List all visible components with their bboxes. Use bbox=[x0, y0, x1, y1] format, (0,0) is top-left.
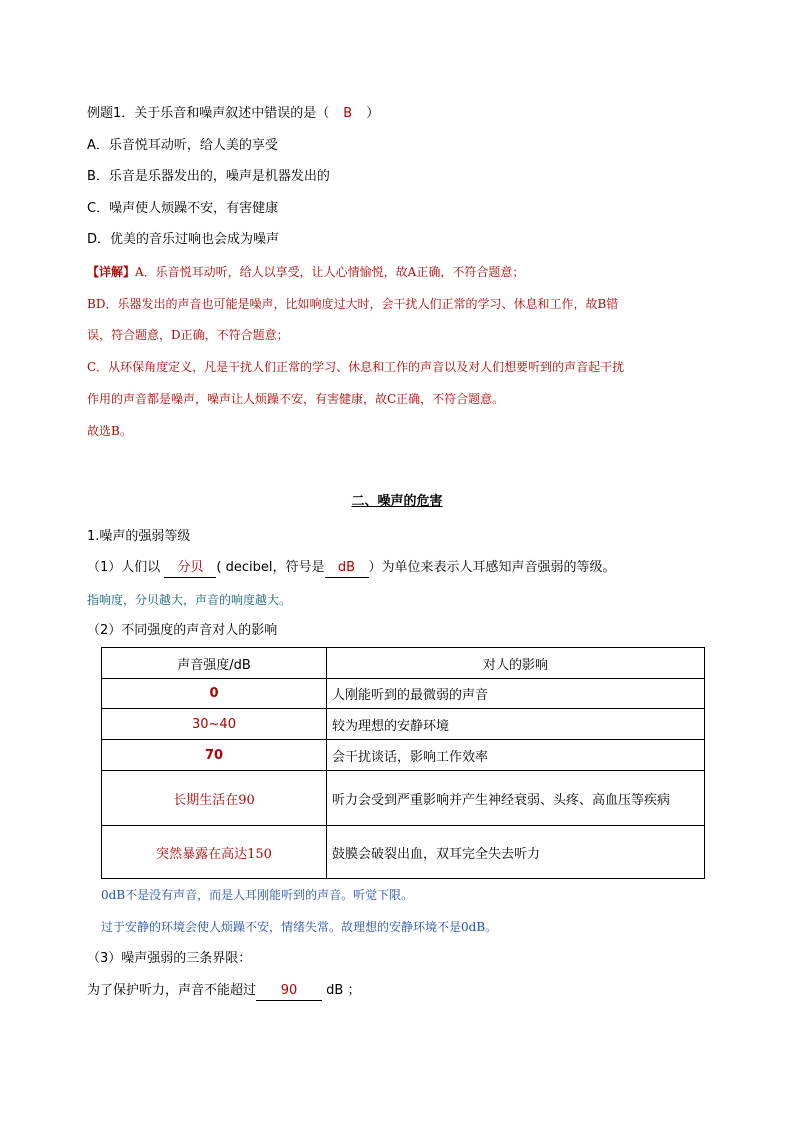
option-b: B．乐音是乐器发出的，噪声是机器发出的 bbox=[87, 169, 330, 184]
blank-db: dB bbox=[325, 559, 369, 578]
table-cell-intensity: 30~40 bbox=[102, 709, 327, 740]
note-quiet-environment: 过于安静的环境会使人烦躁不安，情绪失常。故理想的安静环境不是0dB。 bbox=[101, 920, 498, 934]
table-row bbox=[102, 679, 705, 709]
table-header-row bbox=[102, 648, 705, 679]
table-row bbox=[102, 826, 705, 879]
explanation-line-2: BD．乐器发出的声音也可能是噪声，比如响度过大时，会干扰人们正常的学习、休息和工作，故B错 bbox=[87, 297, 619, 311]
section-title: 二、噪声的危害 bbox=[351, 494, 443, 509]
table-cell-intensity: 70 bbox=[102, 740, 327, 771]
explanation-line-3: 误，符合题意，D正确，不符合题意； bbox=[87, 328, 289, 342]
paragraph-limits: （3）噪声强弱的三条界限： bbox=[87, 951, 252, 966]
explanation-line-6: 故选B。 bbox=[87, 424, 132, 438]
table-cell-effect: 会干扰谈话，影响工作效率 bbox=[327, 740, 705, 771]
note-loudness: 指响度，分贝越大，声音的响度越大。 bbox=[87, 593, 292, 607]
table-row bbox=[102, 709, 705, 740]
table-cell-effect: 人刚能听到的最微弱的声音 bbox=[327, 679, 705, 709]
question-line bbox=[87, 105, 379, 123]
table-cell-effect: 听力会受到严重影响并产生神经衰弱、头疼、高血压等疾病 bbox=[327, 771, 705, 826]
noise-effects-table bbox=[101, 647, 705, 879]
question-suffix: ） bbox=[366, 106, 380, 121]
paragraph-hearing-limit: 为了保护听力，声音不能超过 90 dB ； bbox=[87, 982, 360, 1001]
explanation-label: 【详解】 bbox=[87, 265, 136, 279]
blank-decibel: 分贝 bbox=[164, 559, 216, 578]
explanation-line-4: C．从环保角度定义，凡是干扰人们正常的学习、休息和工作的声音以及对人们想要听到的声音起干扰 bbox=[87, 360, 625, 374]
note-zero-db: 0dB不是没有声音，而是人耳刚能听到的声音。听觉下限。 bbox=[101, 888, 414, 902]
table-cell-intensity: 0 bbox=[102, 679, 327, 709]
table-cell-intensity: 长期生活在90 bbox=[102, 771, 327, 826]
subheading-noise-levels: 1.噪声的强弱等级 bbox=[87, 529, 191, 544]
answer: B bbox=[343, 106, 353, 121]
option-a: A．乐音悦耳动听，给人美的享受 bbox=[87, 138, 278, 153]
table-cell-effect: 鼓膜会破裂出血，双耳完全失去听力 bbox=[327, 826, 705, 879]
paragraph-unit: （1）人们以 分贝 ( decibel，符号是 dB ）为单位来表示人耳感知声音强弱的等级。 bbox=[87, 559, 616, 578]
table-row bbox=[102, 740, 705, 771]
paragraph-effects: （2）不同强度的声音对人的影响 bbox=[87, 623, 278, 638]
table-header: 对人的影响 bbox=[327, 648, 705, 679]
explanation-line-5: 作用的声音都是噪声，噪声让人烦躁不安，有害健康，故C正确，不符合题意。 bbox=[87, 392, 505, 406]
question-prefix: 例题1．关于乐音和噪声叙述中错误的是（ bbox=[87, 106, 330, 121]
blank-90: 90 bbox=[256, 982, 322, 1001]
table-row bbox=[102, 771, 705, 826]
option-c: C．噪声使人烦躁不安，有害健康 bbox=[87, 201, 279, 216]
table-cell-intensity: 突然暴露在高达150 bbox=[102, 826, 327, 879]
table-header: 声音强度/dB bbox=[102, 648, 327, 679]
table-cell-effect: 较为理想的安静环境 bbox=[327, 709, 705, 740]
option-d: D．优美的音乐过响也会成为噪声 bbox=[87, 232, 280, 247]
explanation-line-1: 【详解】A．乐音悦耳动听，给人以享受，让人心情愉悦，故A正确，不符合题意； bbox=[87, 265, 525, 279]
